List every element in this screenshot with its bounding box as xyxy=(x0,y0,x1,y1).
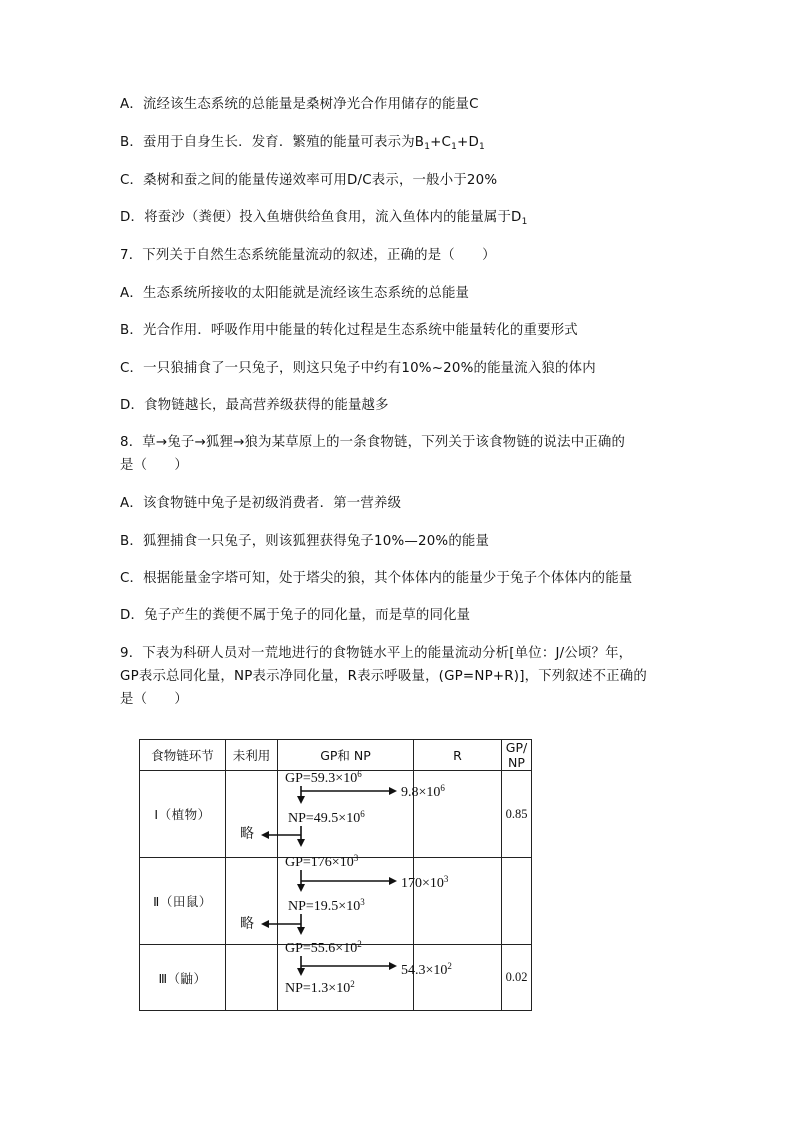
table-header-row xyxy=(140,740,532,771)
header-gp-np-ratio: GP/ NP xyxy=(502,740,532,771)
header-r: R xyxy=(414,740,502,771)
r-cell xyxy=(414,858,502,945)
q9-stem-line3: 是（ ） xyxy=(120,692,188,707)
header-food-chain-link: 食物链环节 xyxy=(140,740,226,771)
unused-cell xyxy=(226,945,278,1011)
q8-option-d: D．兔子产生的粪便不属于兔子的同化量，而是草的同化量 xyxy=(120,608,471,623)
subscript: 1 xyxy=(521,217,528,227)
q9-stem-line1: 9．下表为科研人员对一荒地进行的食物链水平上的能量流动分析[单位：J/公顷？年， xyxy=(120,646,633,661)
ratio-cell xyxy=(502,858,532,945)
q7-option-d: D．食物链越长，最高营养级获得的能量越多 xyxy=(120,398,389,413)
q6-option-b-part: +D xyxy=(457,135,479,150)
q8-option-c: C．根据能量金字塔可知，处于塔尖的狼，其个体体内的能量少于兔子个体体内的能量 xyxy=(120,571,633,586)
stage-cell: Ⅲ（鼬） xyxy=(140,945,226,1011)
gp-value: $GP=176\times 10^3$ xyxy=(285,853,359,870)
r-value: $9.8\times 10^6$ xyxy=(401,783,445,800)
gp-np-cell xyxy=(278,945,414,1011)
q6-option-b-text: B．蚕用于自身生长．发育．繁殖的能量可表示为B xyxy=(120,135,425,150)
table-row xyxy=(140,858,532,945)
unused-value: 略 xyxy=(240,916,254,932)
np-value: $NP=19.5\times 10^3$ xyxy=(288,897,365,914)
q8-stem-line1: 8．草→兔子→狐狸→狼为某草原上的一条食物链，下列关于该食物链的说法中正确的 xyxy=(120,435,626,450)
subscript: 1 xyxy=(424,142,431,152)
gp-np-cell xyxy=(278,858,414,945)
r-value: $170\times 10^3$ xyxy=(401,874,449,891)
gp-value: $GP=55.6\times 10^2$ xyxy=(285,939,362,956)
energy-flow-table xyxy=(139,739,532,1011)
header-unused: 未利用 xyxy=(226,740,278,771)
q6-option-c: C．桑树和蚕之间的能量传递效率可用D/C表示，一般小于20% xyxy=(120,173,498,188)
subscript: 1 xyxy=(451,142,458,152)
table-row xyxy=(140,945,532,1011)
np-value: $NP=49.5\times 10^6$ xyxy=(288,809,365,826)
q7-stem: 7．下列关于自然生态系统能量流动的叙述，正确的是（ ） xyxy=(120,248,496,263)
energy-flow-table-wrapper xyxy=(139,739,531,1003)
unused-cell xyxy=(226,858,278,945)
gp-np-cell xyxy=(278,771,414,858)
r-value: $54.3\times 10^2$ xyxy=(401,961,452,978)
q6-option-b xyxy=(120,134,485,156)
q7-option-a: A．生态系统所接收的太阳能就是流经该生态系统的总能量 xyxy=(120,286,470,301)
q7-option-b: B．光合作用．呼吸作用中能量的转化过程是生态系统中能量转化的重要形式 xyxy=(120,323,578,338)
q8-option-a: A．该食物链中兔子是初级消费者．第一营养级 xyxy=(120,496,402,511)
header-gp-np: GP和 NP xyxy=(278,740,414,771)
q8-stem-line2: 是（ ） xyxy=(120,458,188,473)
q6-option-d xyxy=(120,209,528,231)
table-row xyxy=(140,771,532,858)
q7-option-c: C．一只狼捕食了一只兔子，则这只兔子中约有10%~20%的能量流入狼的体内 xyxy=(120,361,596,376)
q6-option-d-text: D．将蚕沙（粪便）投入鱼塘供给鱼食用，流入鱼体内的能量属于D xyxy=(120,210,522,225)
ratio-cell: 0.85 xyxy=(502,771,532,858)
ratio-cell: 0.02 xyxy=(502,945,532,1011)
gp-value: $GP=59.3\times 10^6$ xyxy=(285,769,362,786)
subscript: 1 xyxy=(478,142,485,152)
q8-option-b: B．狐狸捕食一只兔子，则该狐狸获得兔子10%—20%的能量 xyxy=(120,534,490,549)
stage-cell: Ⅰ（植物） xyxy=(140,771,226,858)
np-value: $NP=1.3\times 10^2$ xyxy=(285,979,355,996)
r-cell xyxy=(414,945,502,1011)
q9-stem-line2: GP表示总同化量，NP表示净同化量，R表示呼吸量，(GP=NP+R)]，下列叙述不正确的 xyxy=(120,669,647,684)
r-cell xyxy=(414,771,502,858)
unused-value: 略 xyxy=(240,826,254,842)
q6-option-a: A．流经该生态系统的总能量是桑树净光合作用储存的能量C xyxy=(120,97,479,112)
unused-cell xyxy=(226,771,278,858)
q6-option-b-part: +C xyxy=(430,135,452,150)
stage-cell: Ⅱ（田鼠） xyxy=(140,858,226,945)
